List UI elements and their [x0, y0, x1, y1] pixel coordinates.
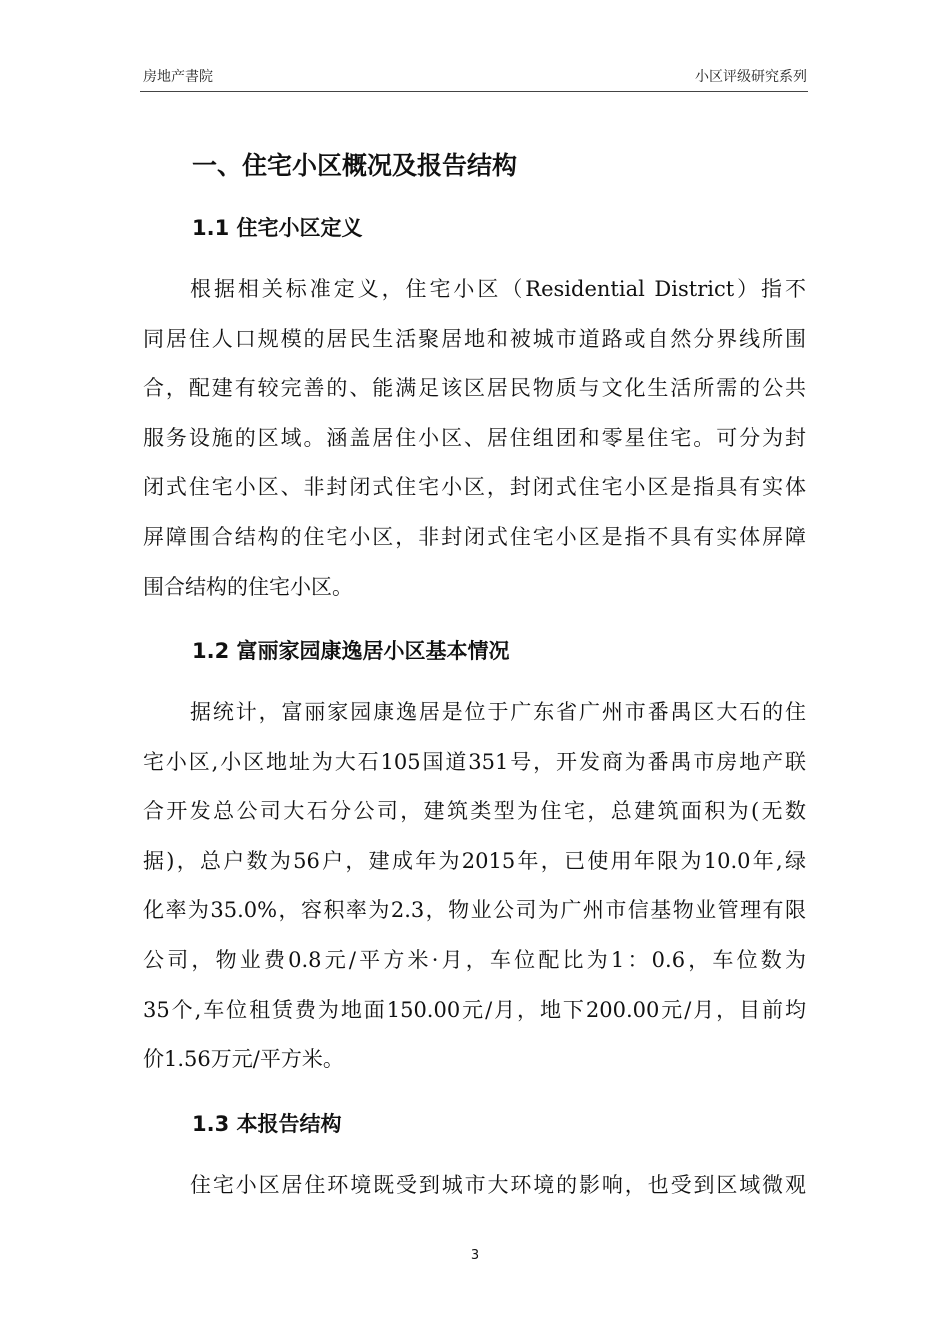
section-heading-1-1: 1.1 住宅小区定义: [192, 216, 363, 240]
text-line: 35个,车位租赁费为地面150.00元/月，地下200.00元/月，目前均: [143, 997, 806, 1022]
section-heading-1-2: 1.2 富丽家园康逸居小区基本情况: [192, 639, 510, 663]
text-line: 围合结构的住宅小区。: [143, 574, 353, 599]
paragraph-definition: [143, 265, 806, 612]
text-line: 根据相关标准定义，住宅小区（Residential District）指不: [190, 277, 806, 301]
text-line: 据统计，富丽家园康逸居是位于广东省广州市番禺区大石的住: [190, 700, 806, 724]
text-line: 同居住人口规模的居民生活聚居地和被城市道路或自然分界线所围: [143, 326, 806, 351]
text-line: 屏障围合结构的住宅小区，非封闭式住宅小区是指不具有实体屏障: [143, 524, 806, 549]
header-left: 房地产書院: [143, 69, 213, 85]
page-number: 3: [470, 1248, 480, 1263]
text-line: 服务设施的区域。涵盖居住小区、居住组团和零星住宅。可分为封: [143, 425, 806, 450]
section-heading-1-3: 1.3 本报告结构: [192, 1112, 342, 1136]
chapter-heading: 一、住宅小区概况及报告结构: [192, 151, 518, 180]
text-line: 公司，物业费0.8元/平方米·月，车位配比为1：0.6，车位数为: [143, 947, 806, 972]
text-line: 闭式住宅小区、非封闭式住宅小区，封闭式住宅小区是指具有实体: [143, 475, 806, 500]
text-line: 合开发总公司大石分公司，建筑类型为住宅，总建筑面积为(无数: [143, 799, 806, 824]
header-right: 小区评级研究系列: [695, 69, 807, 85]
paragraph-structure: [143, 1161, 806, 1211]
text-line: 住宅小区居住环境既受到城市大环境的影响，也受到区域微观: [190, 1173, 806, 1197]
text-line: 据)，总户数为56户，建成年为2015年，已使用年限为10.0年,绿: [143, 848, 806, 873]
text-line: 价1.56万元/平方米。: [143, 1047, 344, 1072]
text-line: 合，配建有较完善的、能满足该区居民物质与文化生活所需的公共: [143, 376, 806, 401]
header-divider: [140, 91, 808, 92]
paragraph-basic-info: [143, 688, 806, 1085]
text-line: 化率为35.0%，容积率为2.3，物业公司为广州市信基物业管理有限: [143, 898, 806, 923]
text-line: 宅小区,小区地址为大石105国道351号，开发商为番禺市房地产联: [143, 749, 806, 774]
